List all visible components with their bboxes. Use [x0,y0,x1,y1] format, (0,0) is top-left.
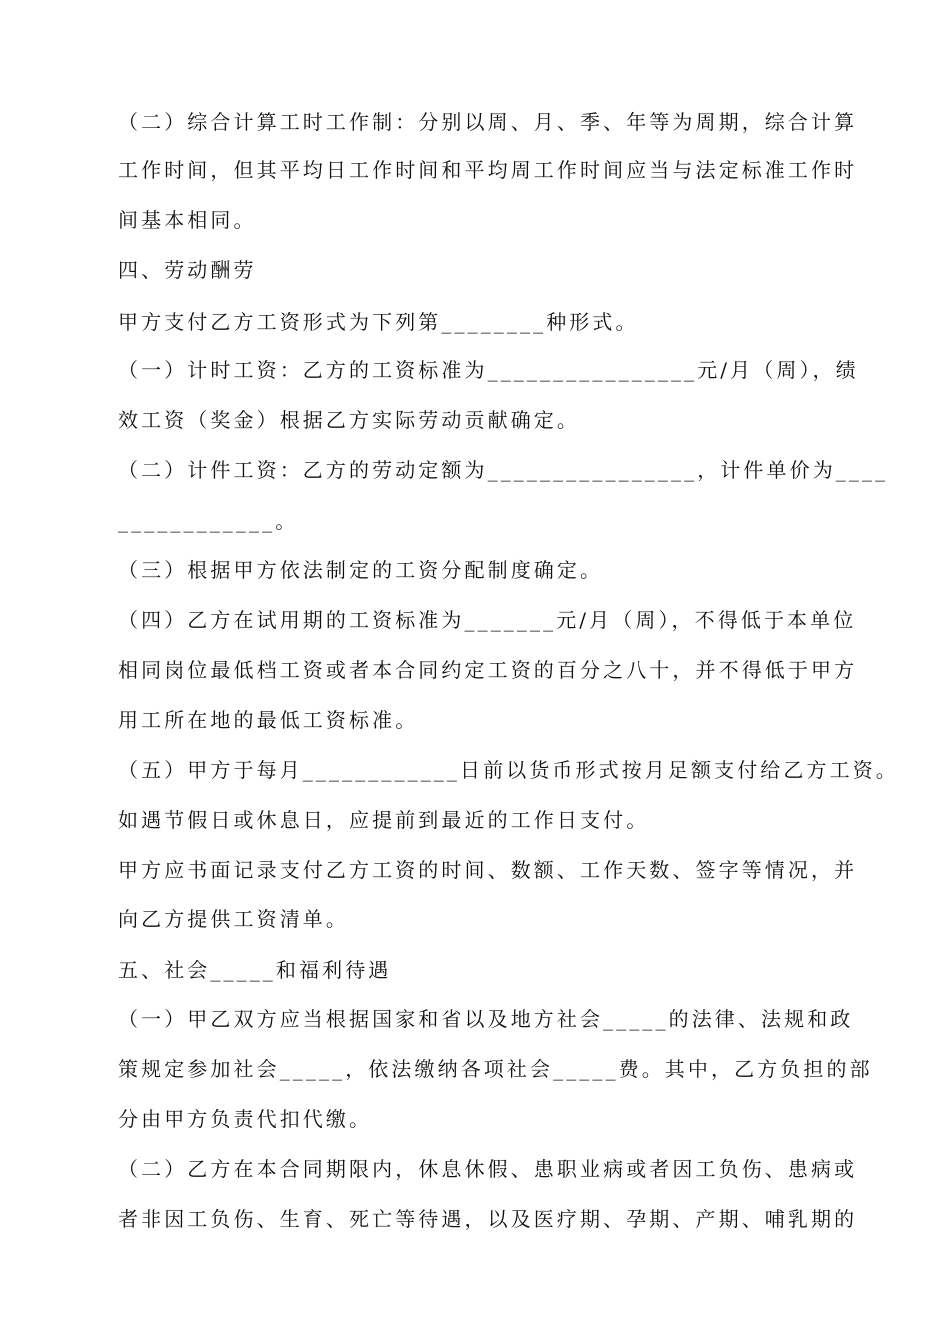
paragraph-line: 效工资（奖金）根据乙方实际劳动贡献确定。 [118,408,580,432]
paragraph-line: （四）乙方在试用期的工资标准为_______元/月（周），不得低于本单位 [118,608,857,632]
paragraph-line: （二）综合计算工时工作制：分别以周、月、季、年等为周期，综合计算 [118,110,858,134]
paragraph-line: 者非因工负伤、生育、死亡等待遇，以及医疗期、孕期、产期、哺乳期的 [118,1207,858,1231]
paragraph-line: 甲方支付乙方工资形式为下列第________种形式。 [118,310,639,334]
paragraph-line: 用工所在地的最低工资标准。 [118,708,419,732]
section-heading: 五、社会_____和福利待遇 [118,958,392,982]
paragraph-line: （三）根据甲方依法制定的工资分配制度确定。 [118,558,604,582]
paragraph-line: 向乙方提供工资清单。 [118,907,349,931]
paragraph-line: 策规定参加社会_____，依法缴纳各项社会_____费。其中，乙方负担的部 [118,1057,873,1081]
paragraph-line: 间基本相同。 [118,208,257,232]
paragraph-line: （一）计时工资：乙方的工资标准为________________元/月（周），绩 [118,358,859,382]
paragraph-line: （二）乙方在本合同期限内，休息休假、患职业病或者因工负伤、患病或 [118,1157,858,1181]
paragraph-line: （二）计件工资：乙方的劳动定额为________________，计件单价为____ [118,458,889,482]
paragraph-line: ____________。 [118,509,299,533]
paragraph-line: 甲方应书面记录支付乙方工资的时间、数额、工作天数、签字等情况，并 [118,858,858,882]
paragraph-line: （一）甲乙双方应当根据国家和省以及地方社会_____的法律、法规和政 [118,1007,854,1031]
paragraph-line: 工作时间，但其平均日工作时间和平均周工作时间应当与法定标准工作时 [118,158,858,182]
paragraph-line: （五）甲方于每月____________日前以货币形式按月足额支付给乙方工资。 [118,758,899,782]
section-heading: 四、劳动酬劳 [118,258,257,282]
paragraph-line: 相同岗位最低档工资或者本合同约定工资的百分之八十，并不得低于甲方 [118,658,858,682]
paragraph-line: 如遇节假日或休息日，应提前到最近的工作日支付。 [118,808,650,832]
paragraph-line: 分由甲方负责代扣代缴。 [118,1107,373,1131]
